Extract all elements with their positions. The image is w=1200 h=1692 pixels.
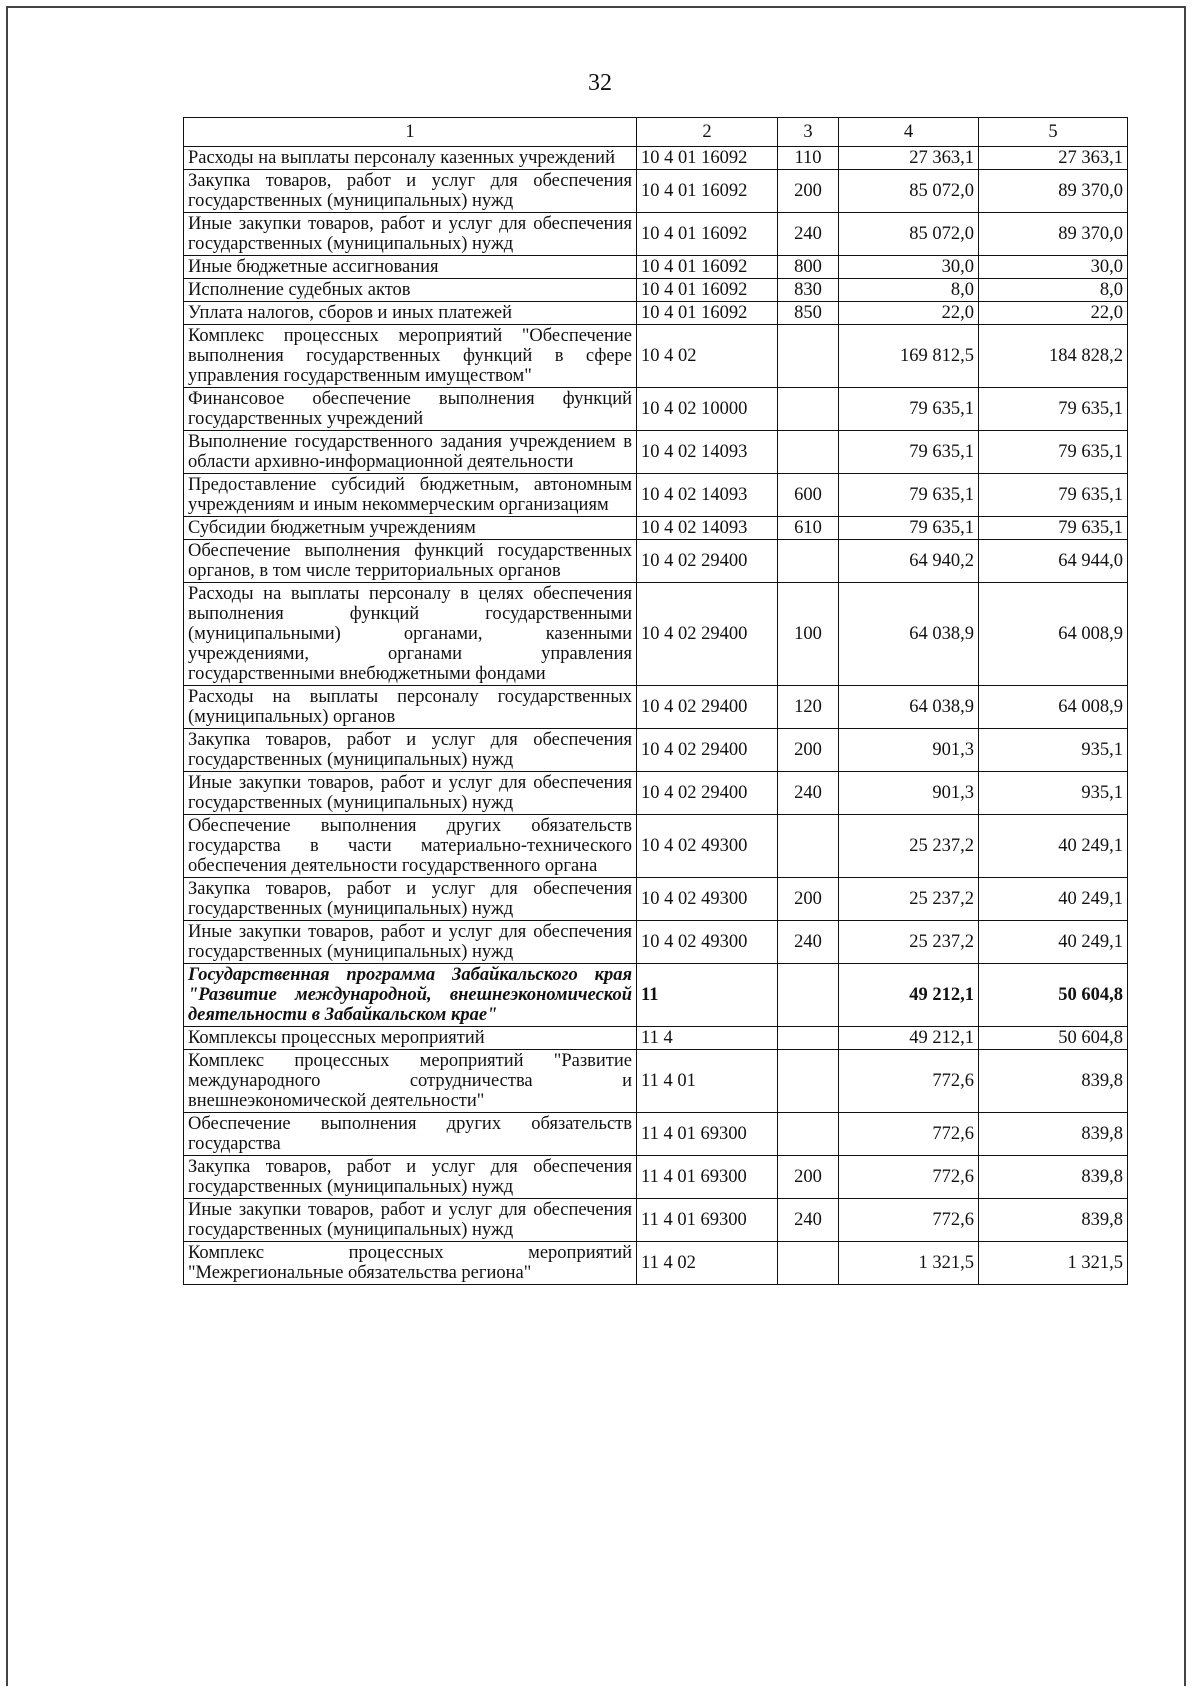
row-name: Расходы на выплаты персоналу государственных (муниципальных) органов bbox=[184, 686, 637, 729]
table-row bbox=[184, 170, 1128, 213]
table-row bbox=[184, 878, 1128, 921]
table-row bbox=[184, 279, 1128, 302]
row-name: Иные закупки товаров, работ и услуг для обеспечения государственных (муниципальных) нужд bbox=[184, 1199, 637, 1242]
row-expense-type bbox=[778, 1050, 839, 1113]
row-expense-type bbox=[778, 431, 839, 474]
table-row bbox=[184, 1113, 1128, 1156]
column-header: 1 bbox=[184, 118, 637, 147]
row-amount-2: 184 828,2 bbox=[979, 325, 1128, 388]
row-amount-1: 901,3 bbox=[839, 772, 979, 815]
row-name: Иные закупки товаров, работ и услуг для обеспечения государственных (муниципальных) нужд bbox=[184, 921, 637, 964]
row-expense-type bbox=[778, 325, 839, 388]
row-expense-type: 200 bbox=[778, 878, 839, 921]
table-row bbox=[184, 256, 1128, 279]
row-expense-type: 240 bbox=[778, 772, 839, 815]
row-expense-type: 610 bbox=[778, 517, 839, 540]
row-code: 10 4 02 29400 bbox=[637, 729, 778, 772]
row-expense-type: 110 bbox=[778, 147, 839, 170]
row-amount-2: 50 604,8 bbox=[979, 1027, 1128, 1050]
row-expense-type: 240 bbox=[778, 921, 839, 964]
row-code: 10 4 02 14093 bbox=[637, 474, 778, 517]
row-expense-type: 100 bbox=[778, 583, 839, 686]
row-code: 11 4 01 69300 bbox=[637, 1199, 778, 1242]
table-row bbox=[184, 772, 1128, 815]
row-name: Иные бюджетные ассигнования bbox=[184, 256, 637, 279]
row-amount-1: 1 321,5 bbox=[839, 1242, 979, 1285]
row-expense-type: 240 bbox=[778, 1199, 839, 1242]
row-amount-2: 79 635,1 bbox=[979, 474, 1128, 517]
row-code: 11 4 01 69300 bbox=[637, 1113, 778, 1156]
table-row bbox=[184, 474, 1128, 517]
row-amount-2: 40 249,1 bbox=[979, 815, 1128, 878]
row-amount-1: 169 812,5 bbox=[839, 325, 979, 388]
page-number: 32 bbox=[588, 70, 612, 96]
row-name: Комплекс процессных мероприятий "Обеспечение выполнения государственных функций в сфере управления государственным имуществом" bbox=[184, 325, 637, 388]
row-amount-1: 30,0 bbox=[839, 256, 979, 279]
table-row bbox=[184, 815, 1128, 878]
row-amount-1: 49 212,1 bbox=[839, 964, 979, 1027]
row-code: 10 4 01 16092 bbox=[637, 147, 778, 170]
row-amount-1: 25 237,2 bbox=[839, 878, 979, 921]
table-row bbox=[184, 517, 1128, 540]
row-name: Государственная программа Забайкальского края "Развитие международной, внешнеэкономической деятельности в Забайкальском крае" bbox=[184, 964, 637, 1027]
row-name: Обеспечение выполнения других обязательств государства в части материально-технического обеспечения деятельности государственного органа bbox=[184, 815, 637, 878]
row-amount-1: 79 635,1 bbox=[839, 431, 979, 474]
row-code: 11 bbox=[637, 964, 778, 1027]
row-expense-type: 600 bbox=[778, 474, 839, 517]
budget-table bbox=[183, 117, 1128, 1285]
row-name: Исполнение судебных актов bbox=[184, 279, 637, 302]
column-header: 3 bbox=[778, 118, 839, 147]
row-amount-1: 772,6 bbox=[839, 1050, 979, 1113]
table-row bbox=[184, 964, 1128, 1027]
table-row bbox=[184, 325, 1128, 388]
row-expense-type: 200 bbox=[778, 729, 839, 772]
row-name: Иные закупки товаров, работ и услуг для обеспечения государственных (муниципальных) нужд bbox=[184, 772, 637, 815]
row-expense-type: 200 bbox=[778, 1156, 839, 1199]
row-name: Комплексы процессных мероприятий bbox=[184, 1027, 637, 1050]
table-row bbox=[184, 431, 1128, 474]
row-name: Закупка товаров, работ и услуг для обеспечения государственных (муниципальных) нужд bbox=[184, 878, 637, 921]
row-amount-1: 25 237,2 bbox=[839, 921, 979, 964]
row-code: 10 4 01 16092 bbox=[637, 170, 778, 213]
row-expense-type: 120 bbox=[778, 686, 839, 729]
row-amount-1: 22,0 bbox=[839, 302, 979, 325]
row-code: 10 4 02 29400 bbox=[637, 686, 778, 729]
row-amount-1: 25 237,2 bbox=[839, 815, 979, 878]
row-code: 10 4 02 14093 bbox=[637, 517, 778, 540]
table-row bbox=[184, 1156, 1128, 1199]
table-row bbox=[184, 1199, 1128, 1242]
row-amount-1: 49 212,1 bbox=[839, 1027, 979, 1050]
table-row bbox=[184, 1027, 1128, 1050]
row-amount-1: 64 038,9 bbox=[839, 686, 979, 729]
row-name: Закупка товаров, работ и услуг для обеспечения государственных (муниципальных) нужд bbox=[184, 729, 637, 772]
table-body bbox=[184, 147, 1128, 1285]
row-expense-type bbox=[778, 815, 839, 878]
row-amount-2: 839,8 bbox=[979, 1113, 1128, 1156]
row-expense-type: 850 bbox=[778, 302, 839, 325]
row-name: Расходы на выплаты персоналу в целях обеспечения выполнения функций государственными (муниципальными) органами, казенными учреждениями, органами управления государственными внебюджетными фондами bbox=[184, 583, 637, 686]
row-code: 10 4 02 29400 bbox=[637, 540, 778, 583]
table-row bbox=[184, 921, 1128, 964]
row-amount-1: 79 635,1 bbox=[839, 474, 979, 517]
row-amount-1: 79 635,1 bbox=[839, 517, 979, 540]
row-amount-2: 40 249,1 bbox=[979, 878, 1128, 921]
row-amount-2: 50 604,8 bbox=[979, 964, 1128, 1027]
column-header: 4 bbox=[839, 118, 979, 147]
row-name: Предоставление субсидий бюджетным, автономным учреждениям и иным некоммерческим организациям bbox=[184, 474, 637, 517]
row-amount-1: 772,6 bbox=[839, 1113, 979, 1156]
row-code: 11 4 bbox=[637, 1027, 778, 1050]
row-amount-2: 79 635,1 bbox=[979, 388, 1128, 431]
row-amount-2: 79 635,1 bbox=[979, 517, 1128, 540]
table-row bbox=[184, 686, 1128, 729]
row-amount-2: 839,8 bbox=[979, 1199, 1128, 1242]
row-code: 10 4 02 49300 bbox=[637, 815, 778, 878]
row-amount-2: 839,8 bbox=[979, 1050, 1128, 1113]
row-expense-type: 200 bbox=[778, 170, 839, 213]
row-amount-1: 772,6 bbox=[839, 1199, 979, 1242]
table-row bbox=[184, 302, 1128, 325]
row-amount-2: 935,1 bbox=[979, 772, 1128, 815]
row-name: Выполнение государственного задания учреждением в области архивно-информационной деятельности bbox=[184, 431, 637, 474]
row-code: 10 4 02 49300 bbox=[637, 878, 778, 921]
table-row bbox=[184, 1050, 1128, 1113]
row-expense-type bbox=[778, 388, 839, 431]
row-amount-1: 901,3 bbox=[839, 729, 979, 772]
table-row bbox=[184, 729, 1128, 772]
row-name: Финансовое обеспечение выполнения функций государственных учреждений bbox=[184, 388, 637, 431]
row-code: 10 4 02 29400 bbox=[637, 772, 778, 815]
row-code: 10 4 02 29400 bbox=[637, 583, 778, 686]
row-name: Закупка товаров, работ и услуг для обеспечения государственных (муниципальных) нужд bbox=[184, 170, 637, 213]
row-code: 10 4 02 10000 bbox=[637, 388, 778, 431]
row-amount-1: 772,6 bbox=[839, 1156, 979, 1199]
table-row bbox=[184, 388, 1128, 431]
row-expense-type bbox=[778, 1027, 839, 1050]
table-row bbox=[184, 540, 1128, 583]
row-expense-type bbox=[778, 540, 839, 583]
row-code: 10 4 01 16092 bbox=[637, 256, 778, 279]
table-row bbox=[184, 583, 1128, 686]
row-amount-1: 64 038,9 bbox=[839, 583, 979, 686]
row-name: Комплекс процессных мероприятий "Развитие международного сотрудничества и внешнеэкономической деятельности" bbox=[184, 1050, 637, 1113]
row-amount-1: 8,0 bbox=[839, 279, 979, 302]
table-row bbox=[184, 213, 1128, 256]
table-row bbox=[184, 1242, 1128, 1285]
row-name: Обеспечение выполнения других обязательств государства bbox=[184, 1113, 637, 1156]
row-amount-2: 89 370,0 bbox=[979, 213, 1128, 256]
row-name: Уплата налогов, сборов и иных платежей bbox=[184, 302, 637, 325]
row-amount-2: 40 249,1 bbox=[979, 921, 1128, 964]
row-amount-1: 85 072,0 bbox=[839, 170, 979, 213]
row-amount-2: 89 370,0 bbox=[979, 170, 1128, 213]
row-amount-2: 64 008,9 bbox=[979, 686, 1128, 729]
row-expense-type bbox=[778, 1242, 839, 1285]
row-code: 10 4 01 16092 bbox=[637, 279, 778, 302]
row-amount-2: 22,0 bbox=[979, 302, 1128, 325]
row-amount-2: 8,0 bbox=[979, 279, 1128, 302]
row-name: Закупка товаров, работ и услуг для обеспечения государственных (муниципальных) нужд bbox=[184, 1156, 637, 1199]
row-amount-2: 30,0 bbox=[979, 256, 1128, 279]
row-amount-2: 79 635,1 bbox=[979, 431, 1128, 474]
row-amount-2: 839,8 bbox=[979, 1156, 1128, 1199]
row-expense-type bbox=[778, 1113, 839, 1156]
row-code: 11 4 02 bbox=[637, 1242, 778, 1285]
row-code: 10 4 02 bbox=[637, 325, 778, 388]
row-expense-type: 240 bbox=[778, 213, 839, 256]
row-amount-2: 935,1 bbox=[979, 729, 1128, 772]
row-amount-2: 27 363,1 bbox=[979, 147, 1128, 170]
row-code: 11 4 01 69300 bbox=[637, 1156, 778, 1199]
row-code: 11 4 01 bbox=[637, 1050, 778, 1113]
column-header: 2 bbox=[637, 118, 778, 147]
row-amount-1: 85 072,0 bbox=[839, 213, 979, 256]
table-row bbox=[184, 147, 1128, 170]
row-amount-1: 79 635,1 bbox=[839, 388, 979, 431]
row-name: Иные закупки товаров, работ и услуг для обеспечения государственных (муниципальных) нужд bbox=[184, 213, 637, 256]
row-name: Обеспечение выполнения функций государственных органов, в том числе территориальных органов bbox=[184, 540, 637, 583]
row-code: 10 4 02 14093 bbox=[637, 431, 778, 474]
column-header: 5 bbox=[979, 118, 1128, 147]
row-name: Субсидии бюджетным учреждениям bbox=[184, 517, 637, 540]
row-expense-type: 800 bbox=[778, 256, 839, 279]
row-amount-1: 27 363,1 bbox=[839, 147, 979, 170]
row-expense-type: 830 bbox=[778, 279, 839, 302]
row-amount-1: 64 940,2 bbox=[839, 540, 979, 583]
row-name: Расходы на выплаты персоналу казенных учреждений bbox=[184, 147, 637, 170]
row-code: 10 4 02 49300 bbox=[637, 921, 778, 964]
row-code: 10 4 01 16092 bbox=[637, 302, 778, 325]
row-name: Комплекс процессных мероприятий "Межрегиональные обязательства региона" bbox=[184, 1242, 637, 1285]
row-amount-2: 1 321,5 bbox=[979, 1242, 1128, 1285]
table-header-row bbox=[184, 118, 1128, 147]
row-code: 10 4 01 16092 bbox=[637, 213, 778, 256]
row-amount-2: 64 944,0 bbox=[979, 540, 1128, 583]
row-expense-type bbox=[778, 964, 839, 1027]
row-amount-2: 64 008,9 bbox=[979, 583, 1128, 686]
